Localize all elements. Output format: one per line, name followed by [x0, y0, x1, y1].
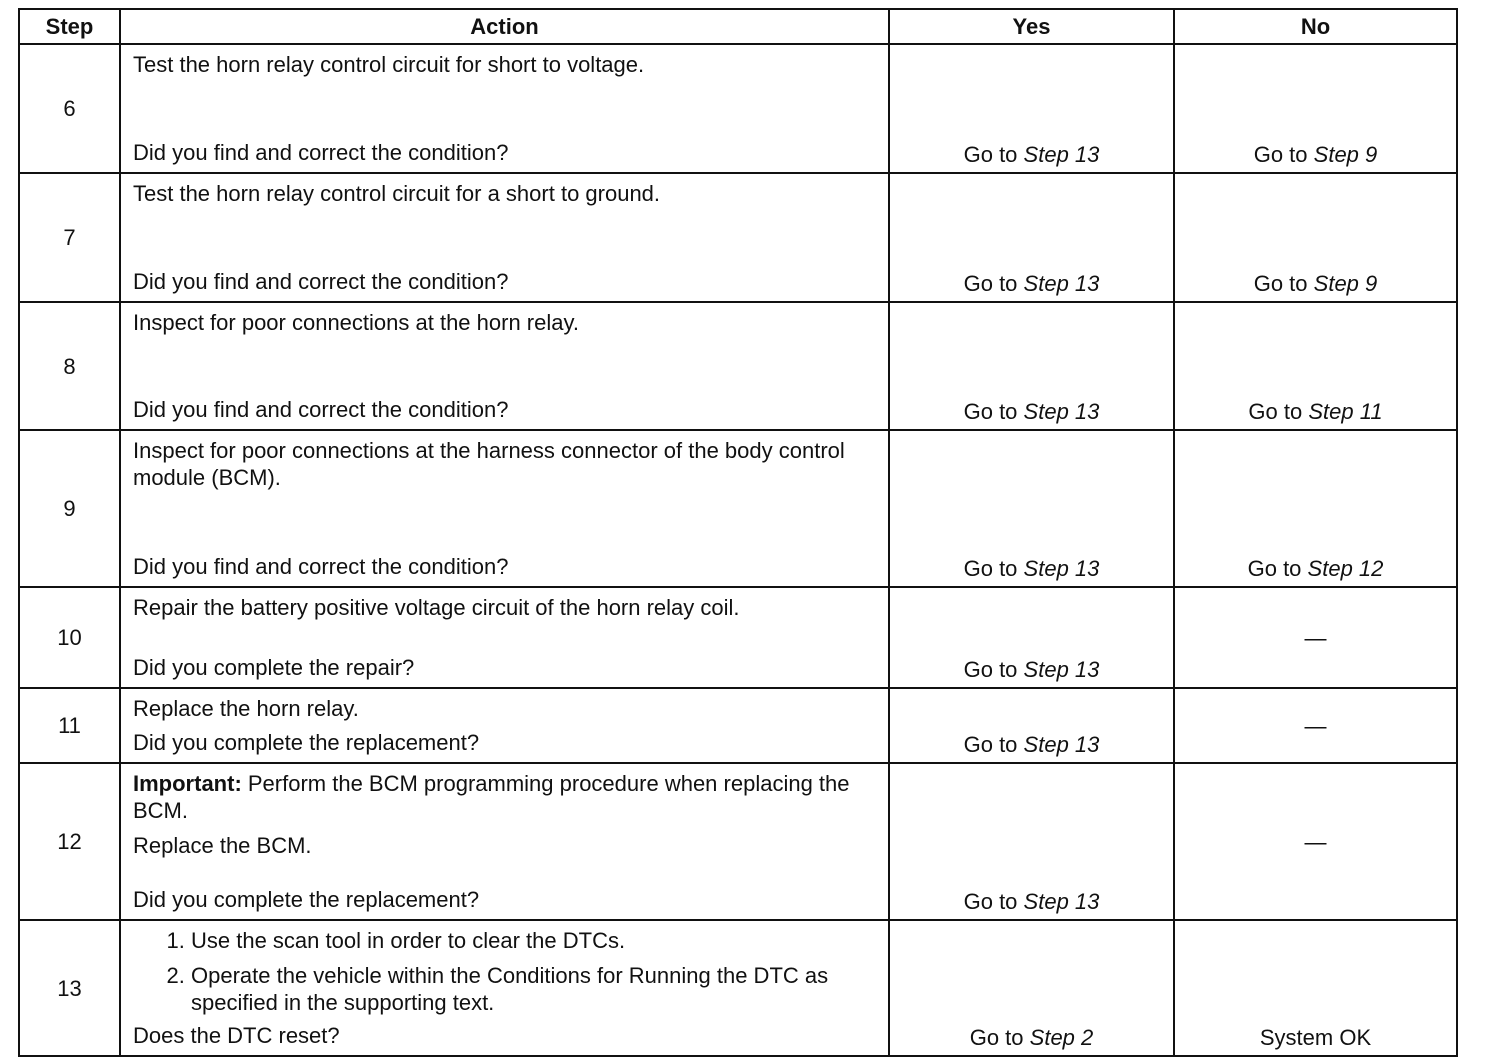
header-yes: Yes	[889, 9, 1174, 44]
no-cell	[1174, 920, 1457, 1056]
step-number: 8	[19, 302, 120, 430]
no-answer: Go to Step 9	[1253, 271, 1378, 296]
question-text: Did you complete the replacement?	[133, 730, 480, 755]
procedure-list	[133, 927, 876, 1016]
question-text: Did you find and correct the condition?	[133, 140, 509, 165]
table-row-step-7	[19, 173, 1457, 302]
no-cell	[1174, 302, 1457, 430]
no-answer: Go to Step 11	[1248, 399, 1383, 424]
step-reference: Step 9	[1313, 271, 1378, 296]
action-text: Test the horn relay control circuit for a short to ground.	[133, 181, 661, 206]
yes-cell	[889, 173, 1174, 302]
no-answer-dash: —	[1304, 829, 1327, 854]
yes-cell	[889, 763, 1174, 920]
action-text: Repair the battery positive voltage circuit of the horn relay coil.	[133, 595, 740, 620]
header-step: Step	[19, 9, 120, 44]
important-label: Important:	[133, 771, 242, 796]
yes-cell	[889, 44, 1174, 173]
no-cell	[1174, 173, 1457, 302]
action-cell	[120, 763, 889, 920]
yes-cell	[889, 587, 1174, 688]
table-row-step-12	[19, 763, 1457, 920]
step-reference: Step 13	[1023, 657, 1100, 682]
action-cell	[120, 688, 889, 763]
no-answer-dash: —	[1304, 713, 1327, 738]
action-text: Replace the BCM.	[133, 833, 312, 858]
action-cell	[120, 173, 889, 302]
table-row-step-6	[19, 44, 1457, 173]
question-text: Did you complete the replacement?	[133, 887, 480, 912]
no-answer-text: System OK	[1259, 1025, 1372, 1050]
action-cell	[120, 302, 889, 430]
no-cell	[1174, 44, 1457, 173]
header-action: Action	[120, 9, 889, 44]
header-no: No	[1174, 9, 1457, 44]
step-reference: Step 13	[1023, 732, 1100, 757]
step-number: 6	[19, 44, 120, 173]
yes-answer: Go to Step 13	[963, 732, 1100, 757]
step-number: 7	[19, 173, 120, 302]
step-reference: Step 2	[1029, 1025, 1094, 1050]
step-reference: Step 11	[1308, 399, 1383, 424]
question-text: Did you find and correct the condition?	[133, 554, 509, 579]
step-number: 11	[19, 688, 120, 763]
yes-answer: Go to Step 13	[963, 142, 1100, 167]
action-cell	[120, 44, 889, 173]
step-number: 12	[19, 763, 120, 920]
action-cell	[120, 430, 889, 587]
step-number: 10	[19, 587, 120, 688]
step-number: 13	[19, 920, 120, 1056]
step-reference: Step 13	[1023, 399, 1100, 424]
action-cell	[120, 587, 889, 688]
action-text: Test the horn relay control circuit for short to voltage.	[133, 52, 645, 77]
yes-cell	[889, 920, 1174, 1056]
table-row-step-8	[19, 302, 1457, 430]
yes-answer: Go to Step 13	[963, 271, 1100, 296]
question-text: Did you complete the repair?	[133, 655, 415, 680]
step-reference: Step 13	[1023, 556, 1100, 581]
no-answer: Go to Step 12	[1247, 556, 1384, 581]
step-reference: Step 13	[1023, 889, 1100, 914]
step-reference: Step 13	[1023, 271, 1100, 296]
no-cell	[1174, 430, 1457, 587]
action-text: Replace the horn relay.	[133, 696, 359, 721]
step-reference: Step 12	[1307, 556, 1384, 581]
action-text: Inspect for poor connections at the horn relay.	[133, 310, 579, 335]
list-item: 2. Operate the vehicle within the Conditions for Running the DTC as specified in the supporting text.	[191, 962, 876, 1016]
important-text: Perform the BCM programming procedure when replacing the BCM.	[133, 771, 850, 823]
step-reference: Step 9	[1313, 142, 1378, 167]
table-row-step-10	[19, 587, 1457, 688]
yes-answer: Go to Step 13	[963, 399, 1100, 424]
question-text: Did you find and correct the condition?	[133, 269, 509, 294]
action-cell	[120, 920, 889, 1056]
step-reference: Step 13	[1023, 142, 1100, 167]
list-item: 1. Use the scan tool in order to clear the DTCs.	[191, 927, 876, 954]
diagnostic-steps-table	[18, 8, 1458, 1057]
yes-cell	[889, 430, 1174, 587]
question-text: Did you find and correct the condition?	[133, 397, 509, 422]
important-note	[133, 770, 876, 824]
step-number: 9	[19, 430, 120, 587]
yes-answer: Go to Step 13	[963, 657, 1100, 682]
header-row	[19, 9, 1457, 44]
yes-answer: Go to Step 13	[963, 556, 1100, 581]
no-cell	[1174, 763, 1457, 920]
table-row-step-13	[19, 920, 1457, 1056]
no-answer: Go to Step 9	[1253, 142, 1378, 167]
yes-cell	[889, 302, 1174, 430]
action-text: Inspect for poor connections at the harness connector of the body control module (BCM).	[133, 438, 845, 490]
question-text: Does the DTC reset?	[133, 1023, 340, 1048]
yes-answer: Go to Step 2	[969, 1025, 1094, 1050]
yes-cell	[889, 688, 1174, 763]
table-row-step-11	[19, 688, 1457, 763]
no-cell	[1174, 587, 1457, 688]
no-cell	[1174, 688, 1457, 763]
yes-answer: Go to Step 13	[963, 889, 1100, 914]
no-answer-dash: —	[1304, 625, 1327, 650]
table-row-step-9	[19, 430, 1457, 587]
